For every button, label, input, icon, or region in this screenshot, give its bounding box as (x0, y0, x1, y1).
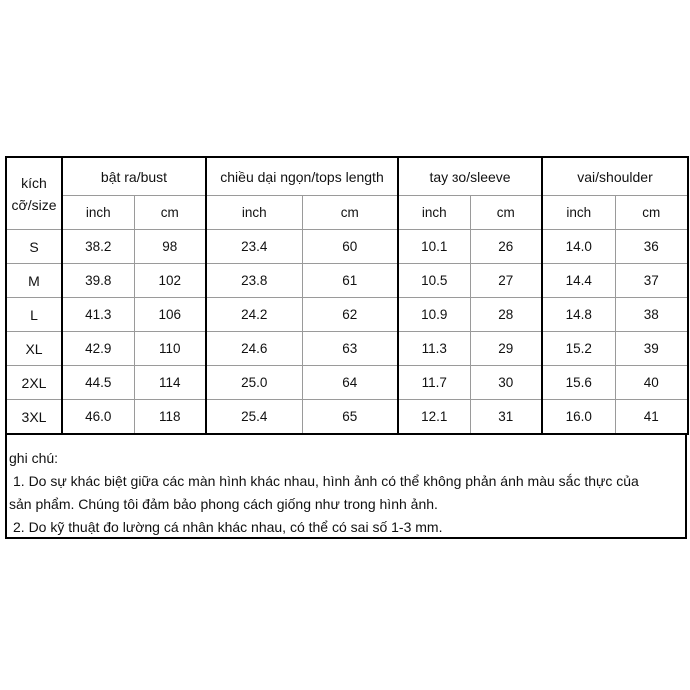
table-cell: 98 (134, 230, 206, 264)
table-cell: 10.5 (398, 264, 470, 298)
table-cell: 28 (470, 298, 542, 332)
table-cell: 41.3 (62, 298, 134, 332)
unit-inch: inch (398, 196, 470, 230)
table-cell: 37 (615, 264, 688, 298)
table-cell: 31 (470, 400, 542, 435)
table-cell: 24.6 (206, 332, 302, 366)
notes-section (5, 435, 687, 539)
sleeve-header: tay ɜo/sleeve (398, 157, 542, 196)
header-row-groups (6, 157, 688, 196)
note-line-3: 2. Do kỹ thuật đo lường cá nhân khác nhau, có thể có sai số 1-3 mm. (13, 519, 443, 535)
table-row (6, 298, 688, 332)
table-cell: 25.4 (206, 400, 302, 435)
table-cell: 14.4 (542, 264, 615, 298)
size-label: L (6, 298, 62, 332)
table-cell: 60 (302, 230, 398, 264)
table-cell: 39.8 (62, 264, 134, 298)
table-cell: 30 (470, 366, 542, 400)
notes-title: ghi chú: (9, 450, 59, 466)
table-cell: 24.2 (206, 298, 302, 332)
unit-cm: cm (134, 196, 206, 230)
table-cell: 29 (470, 332, 542, 366)
table-cell: 44.5 (62, 366, 134, 400)
table-cell: 46.0 (62, 400, 134, 435)
table-cell: 11.7 (398, 366, 470, 400)
table-cell: 11.3 (398, 332, 470, 366)
tops-length-header: chiều dại ngọn/tops length (206, 157, 398, 196)
table-cell: 65 (302, 400, 398, 435)
table-cell: 61 (302, 264, 398, 298)
unit-cm: cm (615, 196, 688, 230)
size-label: 3XL (6, 400, 62, 435)
table-cell: 14.8 (542, 298, 615, 332)
note-line-1: 1. Do sự khác biệt giữa các màn hình khác nhau, hình ảnh có thể không phản ánh màu sắc thực của (13, 473, 639, 489)
bust-header: bật ra/bust (62, 157, 206, 196)
size-table (5, 156, 689, 435)
table-row (6, 264, 688, 298)
shoulder-header: vai/shoulder (542, 157, 688, 196)
table-cell: 40 (615, 366, 688, 400)
table-cell: 15.6 (542, 366, 615, 400)
table-cell: 16.0 (542, 400, 615, 435)
size-column-header: kích cỡ/size (6, 157, 62, 230)
header-row-units (6, 196, 688, 230)
table-row (6, 400, 688, 435)
table-cell: 38.2 (62, 230, 134, 264)
size-label: S (6, 230, 62, 264)
table-cell: 118 (134, 400, 206, 435)
unit-inch: inch (206, 196, 302, 230)
table-cell: 63 (302, 332, 398, 366)
table-cell: 25.0 (206, 366, 302, 400)
unit-inch: inch (542, 196, 615, 230)
table-cell: 10.1 (398, 230, 470, 264)
table-cell: 42.9 (62, 332, 134, 366)
size-label: XL (6, 332, 62, 366)
table-cell: 14.0 (542, 230, 615, 264)
note-line-2: sản phẩm. Chúng tôi đảm bảo phong cách giống như trong hình ảnh. (9, 496, 438, 512)
table-cell: 38 (615, 298, 688, 332)
table-cell: 27 (470, 264, 542, 298)
table-cell: 15.2 (542, 332, 615, 366)
table-cell: 26 (470, 230, 542, 264)
table-cell: 39 (615, 332, 688, 366)
table-cell: 102 (134, 264, 206, 298)
table-cell: 64 (302, 366, 398, 400)
unit-inch: inch (62, 196, 134, 230)
table-row (6, 366, 688, 400)
table-cell: 36 (615, 230, 688, 264)
size-label: M (6, 264, 62, 298)
table-cell: 10.9 (398, 298, 470, 332)
unit-cm: cm (302, 196, 398, 230)
table-row (6, 230, 688, 264)
size-chart (5, 156, 687, 539)
table-cell: 23.8 (206, 264, 302, 298)
table-cell: 12.1 (398, 400, 470, 435)
table-cell: 62 (302, 298, 398, 332)
table-cell: 23.4 (206, 230, 302, 264)
table-cell: 110 (134, 332, 206, 366)
unit-cm: cm (470, 196, 542, 230)
table-cell: 114 (134, 366, 206, 400)
table-cell: 41 (615, 400, 688, 435)
table-row (6, 332, 688, 366)
size-label: 2XL (6, 366, 62, 400)
table-cell: 106 (134, 298, 206, 332)
